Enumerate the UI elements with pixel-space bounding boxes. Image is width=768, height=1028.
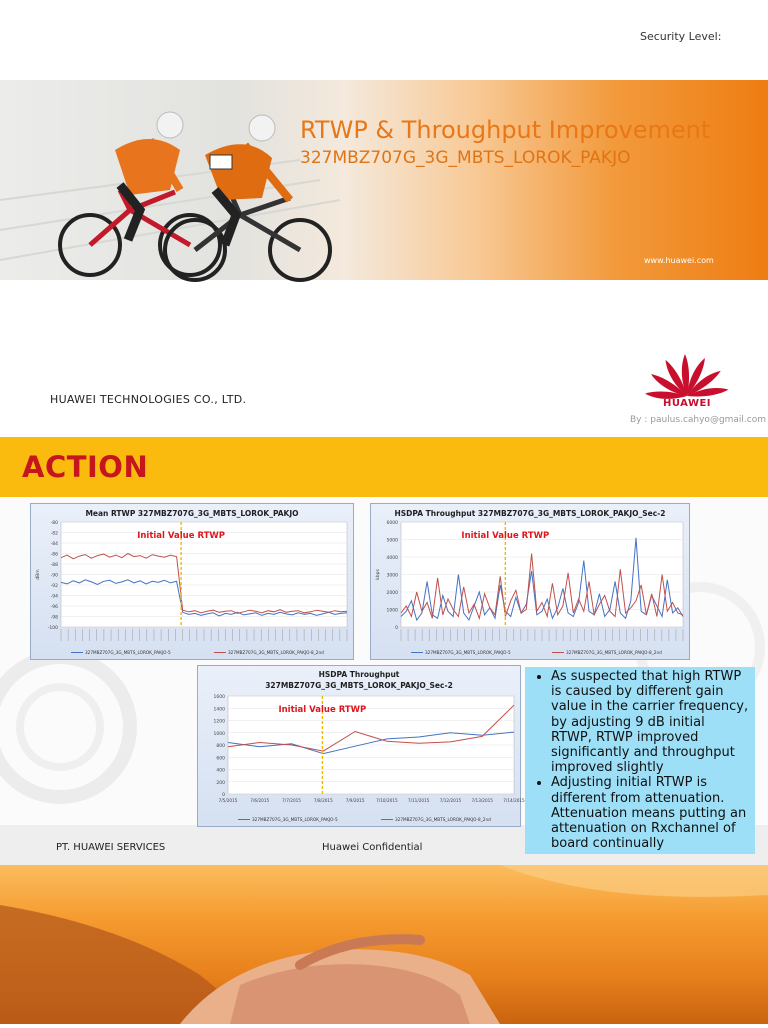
x-tick-label: 7/8/2015 bbox=[313, 798, 333, 803]
y-tick-label: -92 bbox=[50, 584, 58, 589]
y-tick-label: 600 bbox=[216, 756, 225, 762]
chart-title: Mean RTWP 327MBZ707G_3G_MBTS_LOROK_PAKJO bbox=[85, 509, 299, 518]
y-axis-label: kbps bbox=[376, 569, 381, 580]
y-tick-label: 6000 bbox=[386, 521, 398, 526]
y-tick-label: 3000 bbox=[386, 573, 398, 579]
y-tick-label: -94 bbox=[50, 594, 58, 600]
chart-mean-rtwp bbox=[30, 503, 354, 660]
y-tick-label: 0 bbox=[395, 626, 398, 631]
chart-hsdpa-throughput-hourly bbox=[370, 503, 690, 660]
y-tick-label: 1200 bbox=[213, 719, 225, 725]
annotation-initial-value-rtwp: Initial Value RTWP bbox=[137, 531, 226, 541]
annotation-initial-value-rtwp: Initial Value RTWP bbox=[278, 705, 367, 715]
huawei-logo-icon bbox=[656, 350, 718, 400]
x-tick-label: 7/10/2015 bbox=[376, 798, 398, 803]
handshake-illustration bbox=[0, 865, 768, 1024]
x-tick-label: 7/6/2015 bbox=[250, 798, 270, 803]
y-tick-label: 200 bbox=[216, 780, 225, 786]
y-tick-label: 5000 bbox=[386, 538, 398, 544]
y-tick-label: 1000 bbox=[213, 731, 225, 737]
company-name: HUAWEI TECHNOLOGIES CO., LTD. bbox=[50, 393, 247, 406]
y-tick-label: 800 bbox=[216, 744, 225, 749]
chart-svg bbox=[198, 666, 525, 826]
note-item: • As suspected that high RTWP is caused by different gain value in the carrier frequency, by adjusting 9 dB initial RTWP, RTWP improved significantly and throughput improved slightly bbox=[551, 669, 749, 775]
slide-heading: ACTION bbox=[22, 450, 149, 484]
footer-company: PT. HUAWEI SERVICES bbox=[56, 842, 166, 853]
y-tick-label: -98 bbox=[50, 615, 58, 621]
legend-label: 327MBZ707G_3G_MBTS_LOROK_PAKJO-8_2nd bbox=[395, 817, 491, 822]
x-tick-label: 7/5/2015 bbox=[218, 798, 238, 803]
x-tick-label: 7/14/2015 bbox=[503, 798, 525, 803]
chart-title-line-2: 327MBZ707G_3G_MBTS_LOROK_PAKJO_Sec-2 bbox=[265, 681, 453, 690]
chart-hsdpa-throughput-daily bbox=[197, 665, 525, 827]
y-tick-label: 400 bbox=[216, 768, 225, 774]
y-tick-label: 1400 bbox=[213, 707, 225, 713]
footer-confidential: Huawei Confidential bbox=[322, 842, 423, 853]
legend-label: 327MBZ707G_3G_MBTS_LOROK_PAKJO-8_2nd bbox=[566, 650, 662, 655]
legend-label: 327MBZ707G_3G_MBTS_LOROK_PAKJO-8_2nd bbox=[228, 650, 324, 655]
y-tick-label: 1600 bbox=[213, 695, 225, 700]
huawei-logo-text: HUAWEI bbox=[662, 398, 712, 409]
x-tick-label: 7/9/2015 bbox=[345, 798, 365, 803]
y-tick-label: -80 bbox=[50, 521, 58, 526]
chart-title: HSDPA Throughput 327MBZ707G_3G_MBTS_LOROK_PAKJO_Sec-2 bbox=[394, 509, 666, 518]
chart-title-line-1: HSDPA Throughput bbox=[318, 670, 400, 679]
cover-banner bbox=[0, 80, 768, 280]
author-byline: By : paulus.cahyo@gmail.com bbox=[630, 415, 767, 425]
x-tick-label: 7/13/2015 bbox=[471, 798, 493, 803]
chart-svg bbox=[31, 504, 353, 659]
note-item: • Adjusting initial RTWP is different from attenuation. Attenuation means putting an attenuation on Rxchannel of board continually bbox=[551, 775, 749, 851]
y-tick-label: 4000 bbox=[386, 556, 398, 561]
legend-label: 327MBZ707G_3G_MBTS_LOROK_PAKJO-5 bbox=[85, 650, 171, 655]
legend-label: 327MBZ707G_3G_MBTS_LOROK_PAKJO-5 bbox=[252, 817, 338, 822]
y-tick-label: -86 bbox=[50, 552, 58, 558]
y-tick-label: -100 bbox=[47, 626, 58, 631]
y-tick-label: 0 bbox=[222, 793, 225, 798]
chart-svg bbox=[371, 504, 689, 659]
security-level-label: Security Level: bbox=[640, 30, 722, 43]
y-axis-label: dBm bbox=[36, 569, 41, 580]
y-tick-label: -96 bbox=[50, 605, 58, 610]
x-tick-label: 7/7/2015 bbox=[282, 798, 301, 803]
y-tick-label: -82 bbox=[50, 531, 58, 537]
y-tick-label: -90 bbox=[50, 573, 58, 579]
y-tick-label: 1000 bbox=[386, 608, 398, 614]
cover-title: RTWP & Throughput Improvement bbox=[300, 116, 711, 144]
hands-photo bbox=[0, 865, 768, 1024]
x-tick-label: 7/12/2015 bbox=[439, 798, 462, 803]
notes-box bbox=[525, 667, 755, 854]
y-tick-label: -88 bbox=[50, 563, 58, 568]
cyclists-photo bbox=[0, 80, 768, 280]
x-tick-label: 7/11/2015 bbox=[407, 798, 430, 803]
annotation-initial-value-rtwp: Initial Value RTWP bbox=[461, 531, 550, 541]
y-tick-label: 2000 bbox=[386, 591, 398, 596]
cover-subtitle: 327MBZ707G_3G_MBTS_LOROK_PAKJO bbox=[300, 148, 631, 168]
legend-label: 327MBZ707G_3G_MBTS_LOROK_PAKJO-5 bbox=[425, 650, 511, 655]
y-tick-label: -84 bbox=[50, 542, 58, 547]
website-link[interactable]: www.huawei.com bbox=[644, 256, 714, 265]
